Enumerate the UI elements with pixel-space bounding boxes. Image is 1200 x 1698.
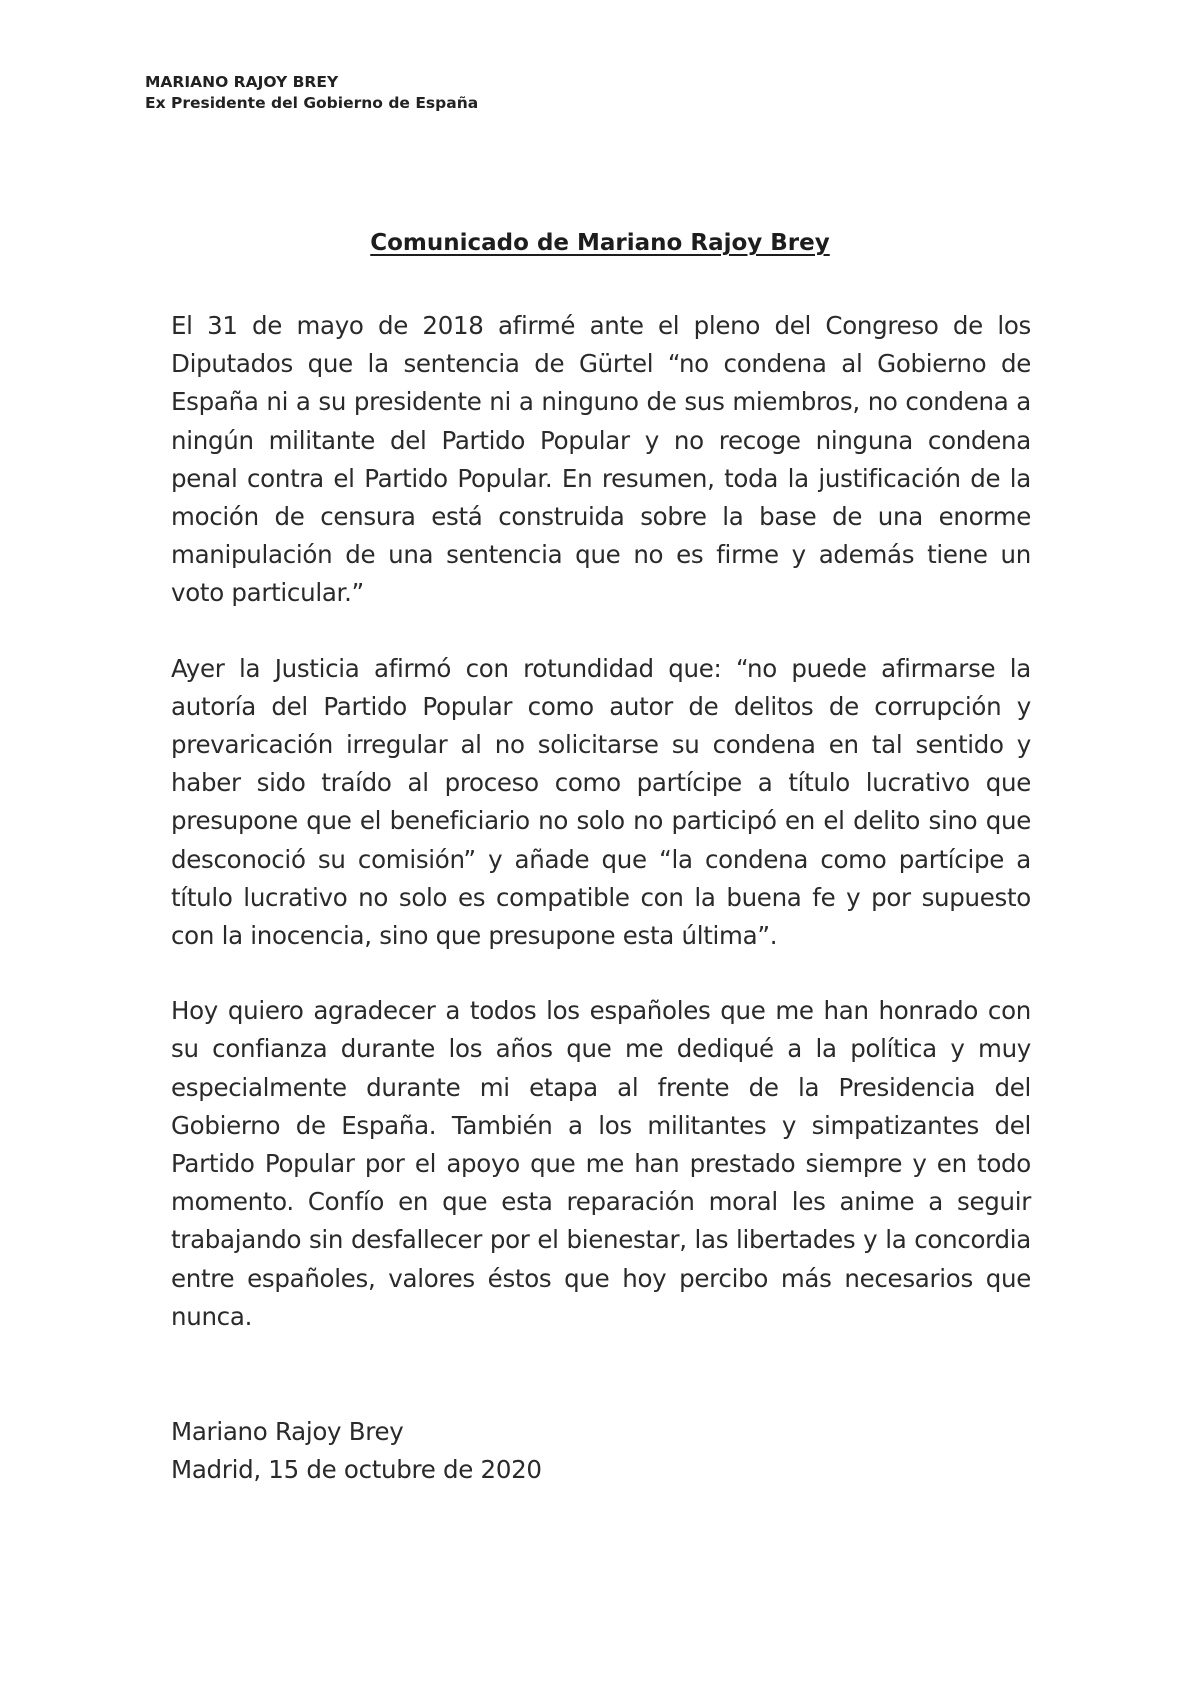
paragraph: El 31 de mayo de 2018 afirmé ante el pleno del Congreso de los Diputados que la sentencia de Gürtel “no condena al Gobierno de España ni a su presidente ni a ninguno de sus miembros, no condena a ningún militante del Partido Popular y no recoge ninguna condena penal contra el Partido Popular. En resumen, toda la justificación de la moción de censura está construida sobre la base de una enorme manipulación de una sentencia que no es firme y además tiene un voto particular.” (171, 311, 1031, 608)
signature-name: Mariano Rajoy Brey (171, 1417, 404, 1446)
document-body (171, 307, 1031, 1373)
paragraph: Ayer la Justicia afirmó con rotundidad que: “no puede afirmarse la autoría del Partido Popular como autor de delitos de corrupción y prevaricación irregular al no solicitarse su condena en tal sentido y haber sido traído al proceso como partícipe a título lucrativo que presupone que el beneficiario no solo no participó en el delito sino que desconoció su comisión” y añade que “la condena como partícipe a título lucrativo no solo es compatible con la buena fe y por supuesto con la inocencia, sino que presupone esta última”. (171, 653, 1031, 951)
signature-block (171, 1413, 542, 1489)
letterhead-position: Ex Presidente del Gobierno de España (145, 94, 479, 112)
document-title: Comunicado de Mariano Rajoy Brey (370, 230, 830, 256)
signature-place-date: Madrid, 15 de octubre de 2020 (171, 1455, 542, 1485)
paragraph: Hoy quiero agradecer a todos los españoles que me han honrado con su confianza durante los años que me dediqué a la política y muy especialmente durante mi etapa al frente de la Presidencia del Gobierno de España. También a los militantes y simpatizantes del Partido Popular por el apoyo que me han prestado siempre y en todo momento. Confío en que esta reparación moral les anime a seguir trabajando sin desfallecer por el bienestar, las libertades y la concordia entre españoles, valores éstos que hoy percibo más necesarios que nunca. (171, 996, 1031, 1331)
letterhead-name: MARIANO RAJOY BREY (145, 73, 339, 91)
letterhead (145, 72, 478, 114)
